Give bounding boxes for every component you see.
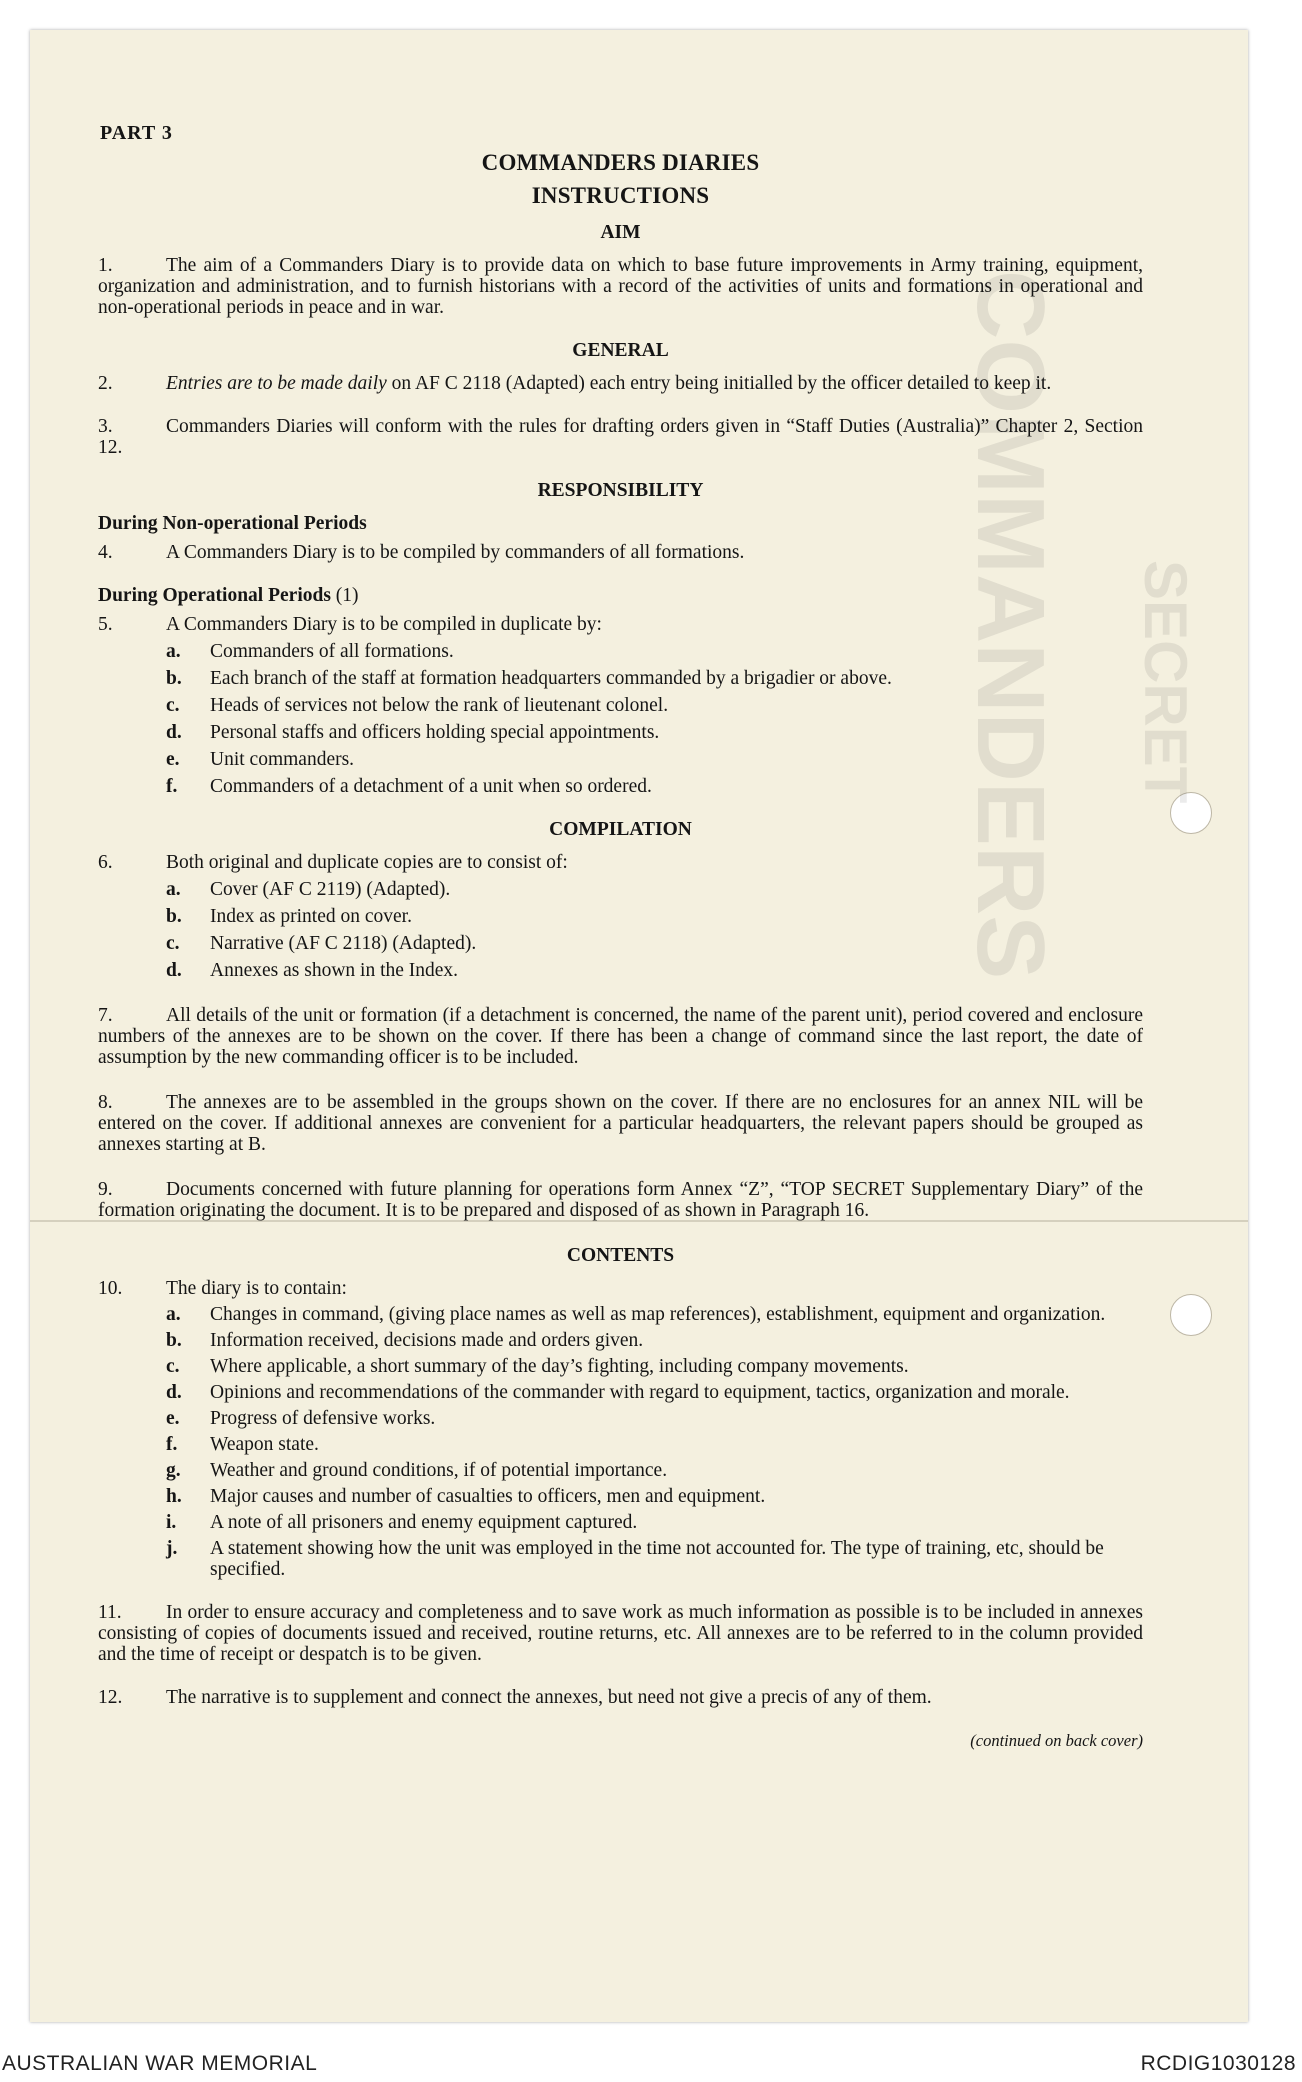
list-item: h. Major causes and number of casualties to officers, men and equipment. bbox=[166, 1486, 766, 1507]
paragraph-11: 11. In order to ensure accuracy and completeness and to save work as much information as possible is to be included in annexes consisting of copies of documents issued and received, routine returns, etc. All annexes are to be referred to in the column provided and the time of receipt or despatch is to be given. bbox=[98, 1602, 1143, 1665]
list-item: a. Commanders of all formations. bbox=[166, 641, 454, 662]
paragraph-3: 3. Commanders Diaries will conform with the rules for drafting orders given in “Staff Duties (Australia)” Chapter 2, Section 12. bbox=[98, 416, 1143, 458]
footer-publisher: AUSTRALIAN WAR MEMORIAL bbox=[2, 2052, 318, 2075]
document-body bbox=[98, 88, 1143, 1751]
heading-aim: AIM bbox=[600, 222, 641, 243]
list-item: b. Information received, decisions made and orders given. bbox=[166, 1330, 644, 1351]
list-item: g. Weather and ground conditions, if of potential importance. bbox=[166, 1460, 668, 1481]
list-item: d. Annexes as shown in the Index. bbox=[166, 960, 459, 981]
list-item: c. Narrative (AF C 2118) (Adapted). bbox=[166, 933, 477, 954]
heading-contents: CONTENTS bbox=[566, 1245, 675, 1266]
list-item: b. Index as printed on cover. bbox=[166, 906, 412, 927]
list-item: j. A statement showing how the unit was employed in the time not accounted for. The type of training, etc, should be specified. bbox=[166, 1538, 1104, 1580]
list-item: f. Weapon state. bbox=[166, 1434, 319, 1455]
subheading-non-operational: During Non-operational Periods bbox=[98, 513, 367, 534]
continued-note: (continued on back cover) bbox=[970, 1731, 1143, 1750]
list-item: b. Each branch of the staff at formation headquarters commanded by a brigadier or above. bbox=[166, 668, 892, 689]
heading-compilation: COMPILATION bbox=[549, 819, 692, 840]
list-item: a. Cover (AF C 2119) (Adapted). bbox=[166, 879, 451, 900]
paragraph-12: 12. The narrative is to supplement and connect the annexes, but need not give a precis of any of them. bbox=[98, 1687, 932, 1708]
list-item: c. Where applicable, a short summary of the day’s fighting, including company movements. bbox=[166, 1356, 909, 1377]
list-item: c. Heads of services not below the rank of lieutenant colonel. bbox=[166, 695, 669, 716]
paragraph-1: 1. The aim of a Commanders Diary is to provide data on which to base future improvements in Army training, equipment, organization and administration, and to furnish historians with a record of the activities of units and formations in operational and non-operational periods in peace and in war. bbox=[98, 255, 1143, 318]
paragraph-7: 7. All details of the unit or formation (if a detachment is concerned, the name of the parent unit), period covered and enclosure numbers of the annexes are to be shown on the cover. If there has been a change of command since the last report, the date of assumption by the new commanding officer is to be included. bbox=[98, 1005, 1143, 1068]
list-item: d. Opinions and recommendations of the commander with regard to equipment, tactics, organization and morale. bbox=[166, 1382, 1070, 1403]
bleed-through-commanders: COMMANDERS bbox=[957, 270, 1064, 980]
part-label: PART 3 bbox=[100, 122, 173, 144]
paragraph-4: 4. A Commanders Diary is to be compiled by commanders of all formations. bbox=[98, 542, 745, 563]
paragraph-2: 2. Entries are to be made daily on AF C 2118 (Adapted) each entry being initialled by the officer detailed to keep it. bbox=[98, 373, 1052, 394]
paragraph-8: 8. The annexes are to be assembled in the groups shown on the cover. If there are no enclosures for an annex NIL will be entered on the cover. If additional annexes are convenient for a particular headquarters, the relevant papers should be grouped as annexes starting at B. bbox=[98, 1092, 1143, 1155]
list-item: e. Unit commanders. bbox=[166, 749, 355, 770]
list-item: d. Personal staffs and officers holding special appointments. bbox=[166, 722, 660, 743]
document-title: COMMANDERS DIARIES bbox=[481, 150, 760, 175]
punch-hole-bottom bbox=[1170, 1294, 1212, 1336]
list-item: f. Commanders of a detachment of a unit when so ordered. bbox=[166, 776, 652, 797]
list-item: a. Changes in command, (giving place names as well as map references), establishment, equipment and organization. bbox=[166, 1304, 1106, 1325]
footer-record-id: RCDIG1030128 bbox=[1140, 2052, 1296, 2075]
heading-responsibility: RESPONSIBILITY bbox=[537, 480, 704, 501]
paragraph-6: 6. Both original and duplicate copies are to consist of: bbox=[98, 852, 568, 873]
paragraph-10: 10. The diary is to contain: bbox=[98, 1278, 347, 1299]
subheading-operational: During Operational Periods (1) bbox=[98, 585, 359, 606]
heading-general: GENERAL bbox=[572, 340, 669, 361]
paragraph-9: 9. Documents concerned with future planning for operations form Annex “Z”, “TOP SECRET Supplementary Diary” of the formation originating the document. It is to be prepared and disposed of as shown in Paragraph 16. bbox=[98, 1179, 1143, 1221]
bleed-through-secret: SECRET bbox=[1132, 560, 1199, 804]
document-subtitle: INSTRUCTIONS bbox=[531, 183, 710, 208]
list-item: e. Progress of defensive works. bbox=[166, 1408, 436, 1429]
list-item: i. A note of all prisoners and enemy equipment captured. bbox=[166, 1512, 638, 1533]
paragraph-5: 5. A Commanders Diary is to be compiled in duplicate by: bbox=[98, 614, 602, 635]
